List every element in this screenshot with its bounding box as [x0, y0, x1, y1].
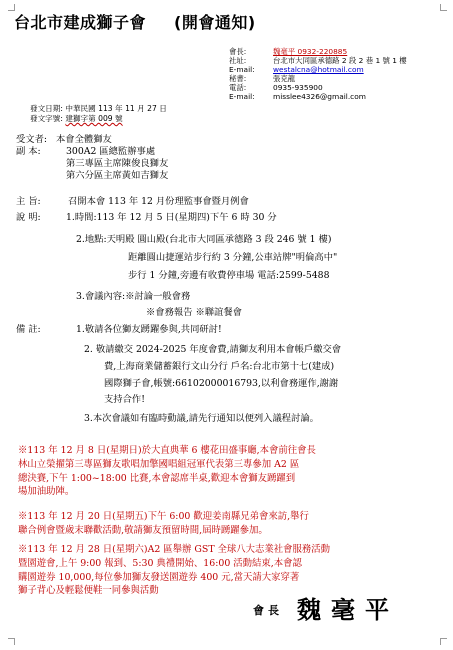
notice-label: (開會通知)	[174, 13, 256, 32]
contact-address: 社址: 台北市大同區承德路 2 段 2 巷 1 號 1 樓	[229, 56, 407, 65]
page-corner-mark	[440, 638, 447, 645]
issue-date: 發文日期: 中華民國 113 年 11 月 27 日	[30, 104, 167, 113]
remark-2-cont: 支持合作!	[104, 394, 145, 405]
document-title	[14, 10, 256, 33]
notice-brother-club-visit: ※113 年 12 月 20 日(星期五)下午 6:00 歡迎姜南縣兄弟會來訪,舉行 聯合例會暨歲末聯歡活動,敬請獅友預留時間,屆時踴躍參加。	[18, 511, 309, 536]
page-corner-mark	[440, 4, 447, 11]
issue-number: 發文字號: 建獅字第 009 號	[30, 114, 123, 123]
notice-singing-contest: ※113 年 12 月 8 日(星期日)於大直典華 6 樓花田盛事廳,本會前往會長 林山立榮擢第三專區獅友歌唱加擎國唱組冠軍代表第三專參加 A2 區 總決賽,下午 1:00~18:00 比賽,本會認席半桌,歡迎本會獅友踴躍到 場加油助陣。	[18, 445, 316, 498]
explanation-parking: 步行 1 分鐘,旁邊有收費停車場 電話:2599-5488	[128, 270, 330, 281]
recipient-line: 受文者: 本會全體獅友	[16, 134, 112, 145]
signature-role: 會長	[253, 604, 283, 617]
cc-item: 第三專區主席陳俊良獅友	[66, 158, 169, 169]
explanation-place: 2.地點:天明殿 圓山殿(台北市大同區承德路 3 段 246 號 1 樓)	[76, 234, 332, 245]
explanation-agenda: 3.會議內容:※討論一般會務	[76, 291, 191, 302]
explanation-time: 說 明: 1.時間:113 年 12 月 5 日(星期四)下午 6 時 30 分	[16, 212, 277, 223]
explanation-agenda-more: ※會務報告 ※聯誼餐會	[146, 307, 242, 318]
remark-2: 2. 敬請繳交 2024-2025 年度會費,請獅友利用本會帳戶繳交會	[84, 344, 342, 355]
remark-2-cont: 國際獅子會,帳號:66102000016793,以利會務運作,謝謝	[104, 378, 339, 389]
contact-secretary: 秘書: 張克龍	[229, 74, 296, 83]
club-email-link[interactable]: westalcna@hotmail.com	[273, 65, 364, 74]
subject-line: 主 旨: 召開本會 113 年 12 月份理監事會暨月例會	[16, 196, 249, 207]
signature-block	[253, 590, 399, 625]
club-name: 台北市建成獅子會	[14, 13, 147, 32]
notice-gst-service-event: ※113 年 12 月 28 日(星期六)A2 區舉辦 GST 全球八大志業社會服務活動 暨園遊會,上午 9:00 報到、5:30 典禮開始、16:00 活動結束,本會認 購園遊券 10,000,每位參加獅友發送園遊券 400 元,當天請大家穿著 獅子背心及輕鬆便鞋一同參與活動	[18, 544, 331, 597]
signature-name: 魏毫平	[297, 595, 399, 624]
page-corner-mark	[8, 638, 15, 645]
contact-phone: 電話: 0935-935900	[229, 83, 323, 92]
remark-3: 3.本次會議如有臨時動議,請先行通知以便列入議程討論。	[84, 413, 319, 424]
explanation-directions: 距離圓山捷運站步行約 3 分鐘,公車站牌"明倫高中"	[128, 252, 338, 263]
cc-line: 副 本: 300A2 區總監辦事處	[16, 146, 156, 157]
contact-email-secretary: E-mail: misslee4326@gmail.com	[229, 92, 366, 101]
president-phone: 魏毫平 0932-220885	[273, 47, 348, 56]
cc-item: 第六分區主席黃如吉獅友	[66, 170, 169, 181]
contact-president: 會長: 魏毫平 0932-220885	[229, 47, 348, 56]
contact-email-club: E-mail: westalcna@hotmail.com	[229, 65, 364, 74]
remark-1: 備 註: 1.敬請各位獅友踴躍參與,共同研討!	[16, 324, 222, 335]
remark-2-cont: 費,上海商業儲蓄銀行文山分行 戶名:台北市第十七(建成)	[104, 361, 335, 372]
